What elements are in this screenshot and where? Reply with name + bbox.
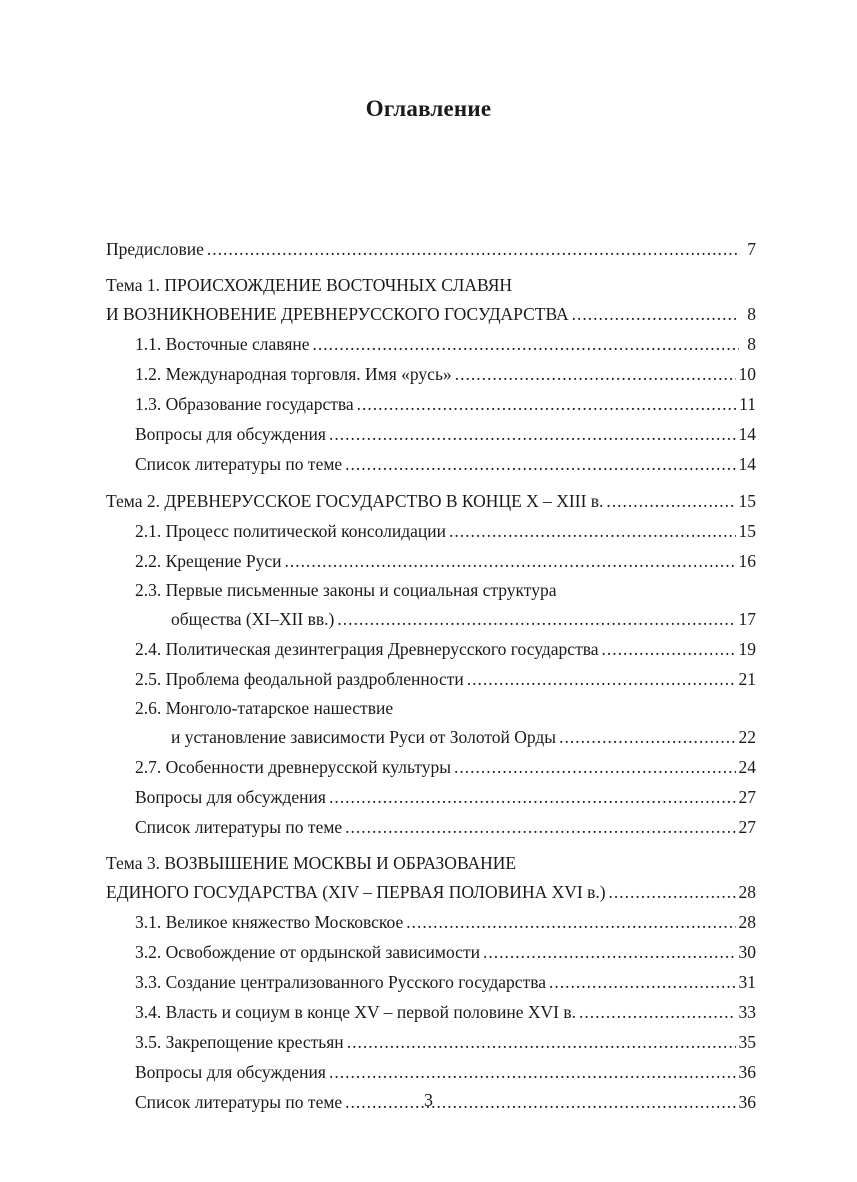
dot-leader (483, 937, 736, 967)
toc-entry-page: 33 (738, 1002, 756, 1022)
toc-topic-title: Тема 3. ВОЗВЫШЕНИЕ МОСКВЫ И ОБРАЗОВАНИЕ (106, 853, 517, 873)
toc-entry-page: 19 (738, 639, 756, 659)
toc-entry (106, 812, 756, 842)
toc-entry-page: 16 (738, 551, 756, 571)
toc-entry-label: 3.4. Власть и социум в конце XV – первой половине XVI в. (135, 1002, 576, 1022)
toc-entry-label: 3.1. Великое княжество Московское (135, 912, 404, 932)
toc-entry-label: 2.2. Крещение Руси (135, 551, 282, 571)
toc-entry (106, 782, 756, 812)
toc-entry-line1 (106, 576, 756, 604)
dot-leader (357, 389, 736, 419)
toc-entry-page: 36 (738, 1092, 756, 1112)
dot-leader (449, 516, 736, 546)
dot-leader (602, 634, 736, 664)
toc-entry-label: Вопросы для обсуждения (135, 1062, 326, 1082)
toc-entry-label: и установление зависимости Руси от Золотой Орды (171, 727, 557, 747)
toc-entry (106, 419, 756, 449)
toc-entry-label: общества (XI–XII вв.) (171, 609, 335, 629)
dot-leader (454, 752, 736, 782)
toc-entry-page: 15 (738, 521, 756, 541)
dot-leader (207, 234, 739, 264)
toc-entry-page: 28 (738, 912, 756, 932)
toc-entry-label: 3.3. Создание централизованного Русского государства (135, 972, 547, 992)
toc-entry (106, 664, 756, 694)
toc-entry-page: 35 (738, 1032, 756, 1052)
toc-entry (106, 907, 756, 937)
toc-entry-page: 27 (738, 787, 756, 807)
toc-entry-page: 21 (738, 669, 756, 689)
toc-entry-label: 1.1. Восточные славяне (135, 334, 310, 354)
toc-entry (106, 449, 756, 479)
dot-leader (329, 1057, 736, 1087)
toc-topic-title: ЕДИНОГО ГОСУДАРСТВА (XIV – ПЕРВАЯ ПОЛОВИНА XVI в.) (106, 882, 606, 902)
toc-entry-page: 22 (738, 727, 756, 747)
dot-leader (609, 877, 736, 907)
toc-entry-page: 11 (739, 394, 756, 414)
toc-entry (106, 722, 756, 752)
toc-topic-1-heading-line1 (106, 271, 756, 299)
toc-entry (106, 516, 756, 546)
toc-entry-label: 1.3. Образование государства (135, 394, 354, 414)
dot-leader (467, 664, 736, 694)
dot-leader (345, 812, 735, 842)
toc-entry-label: 2.5. Проблема феодальной раздробленности (135, 669, 464, 689)
toc-topic-3-heading (106, 877, 756, 907)
toc-entry-page: 24 (738, 757, 756, 777)
toc-entry-line1 (106, 694, 756, 722)
toc-topic-3-heading-line1 (106, 849, 756, 877)
dot-leader (345, 449, 735, 479)
toc-entry-label: Список литературы по теме (135, 454, 343, 474)
toc-entry (106, 634, 756, 664)
toc-entry-label: 2.1. Процесс политической консолидации (135, 521, 446, 541)
toc-topic-title: И ВОЗНИКНОВЕНИЕ ДРЕВНЕРУССКОГО ГОСУДАРСТВА (106, 304, 569, 324)
toc-entry (106, 359, 756, 389)
dot-leader (329, 419, 736, 449)
toc-entry-label: 2.3. Первые письменные законы и социальная структура (135, 580, 557, 600)
dot-leader (559, 722, 735, 752)
dot-leader (572, 299, 739, 329)
toc-entry-preface (106, 234, 756, 264)
toc-entry (106, 1057, 756, 1087)
toc-entry (106, 546, 756, 576)
table-of-contents (106, 234, 756, 1117)
toc-entry-page: 8 (747, 334, 756, 354)
dot-leader (347, 1027, 736, 1057)
toc-entry-label: 2.7. Особенности древнерусской культуры (135, 757, 451, 777)
page-title: Оглавление (365, 96, 492, 121)
toc-entry-page: 31 (738, 972, 756, 992)
toc-topic-title: Тема 1. ПРОИСХОЖДЕНИЕ ВОСТОЧНЫХ СЛАВЯН (106, 275, 513, 295)
dot-leader (285, 546, 736, 576)
dot-leader (313, 329, 739, 359)
page-number: 3 (424, 1090, 433, 1110)
dot-leader (455, 359, 736, 389)
toc-entry-label: 3.5. Закрепощение крестьян (135, 1032, 344, 1052)
toc-topic-1-heading (106, 299, 756, 329)
toc-entry (106, 997, 756, 1027)
toc-entry (106, 937, 756, 967)
toc-entry-page: 8 (747, 304, 756, 324)
toc-entry-label: Список литературы по теме (135, 1092, 343, 1112)
toc-entry-label: Список литературы по теме (135, 817, 343, 837)
dot-leader (549, 967, 735, 997)
toc-entry (106, 604, 756, 634)
toc-entry-page: 10 (738, 364, 756, 384)
toc-entry-page: 30 (738, 942, 756, 962)
toc-entry-page: 7 (747, 239, 756, 259)
toc-entry-label: 1.2. Международная торговля. Имя «русь» (135, 364, 452, 384)
toc-entry-page: 36 (738, 1062, 756, 1082)
toc-entry (106, 752, 756, 782)
dot-leader (406, 907, 735, 937)
toc-entry-page: 14 (738, 424, 756, 444)
toc-entry-page: 15 (738, 491, 756, 511)
toc-topic-2-heading (106, 486, 756, 516)
toc-entry-label: 2.4. Политическая дезинтеграция Древнерусского государства (135, 639, 599, 659)
toc-entry-label: Вопросы для обсуждения (135, 424, 326, 444)
toc-entry (106, 389, 756, 419)
dot-leader (606, 486, 735, 516)
toc-entry-label: 2.6. Монголо-татарское нашествие (135, 698, 394, 718)
toc-entry-label: 3.2. Освобождение от ордынской зависимости (135, 942, 480, 962)
toc-entry-page: 14 (738, 454, 756, 474)
toc-entry-label: Предисловие (106, 239, 204, 259)
toc-entry (106, 329, 756, 359)
toc-entry (106, 1027, 756, 1057)
toc-entry-label: Вопросы для обсуждения (135, 787, 326, 807)
toc-entry (106, 967, 756, 997)
toc-entry-page: 17 (738, 609, 756, 629)
toc-topic-title: Тема 2. ДРЕВНЕРУССКОЕ ГОСУДАРСТВО В КОНЦЕ X – XIII в. (106, 491, 604, 511)
toc-entry-page: 27 (738, 817, 756, 837)
dot-leader (579, 997, 736, 1027)
dot-leader (329, 782, 736, 812)
dot-leader (337, 604, 735, 634)
toc-entry-page: 28 (738, 882, 756, 902)
